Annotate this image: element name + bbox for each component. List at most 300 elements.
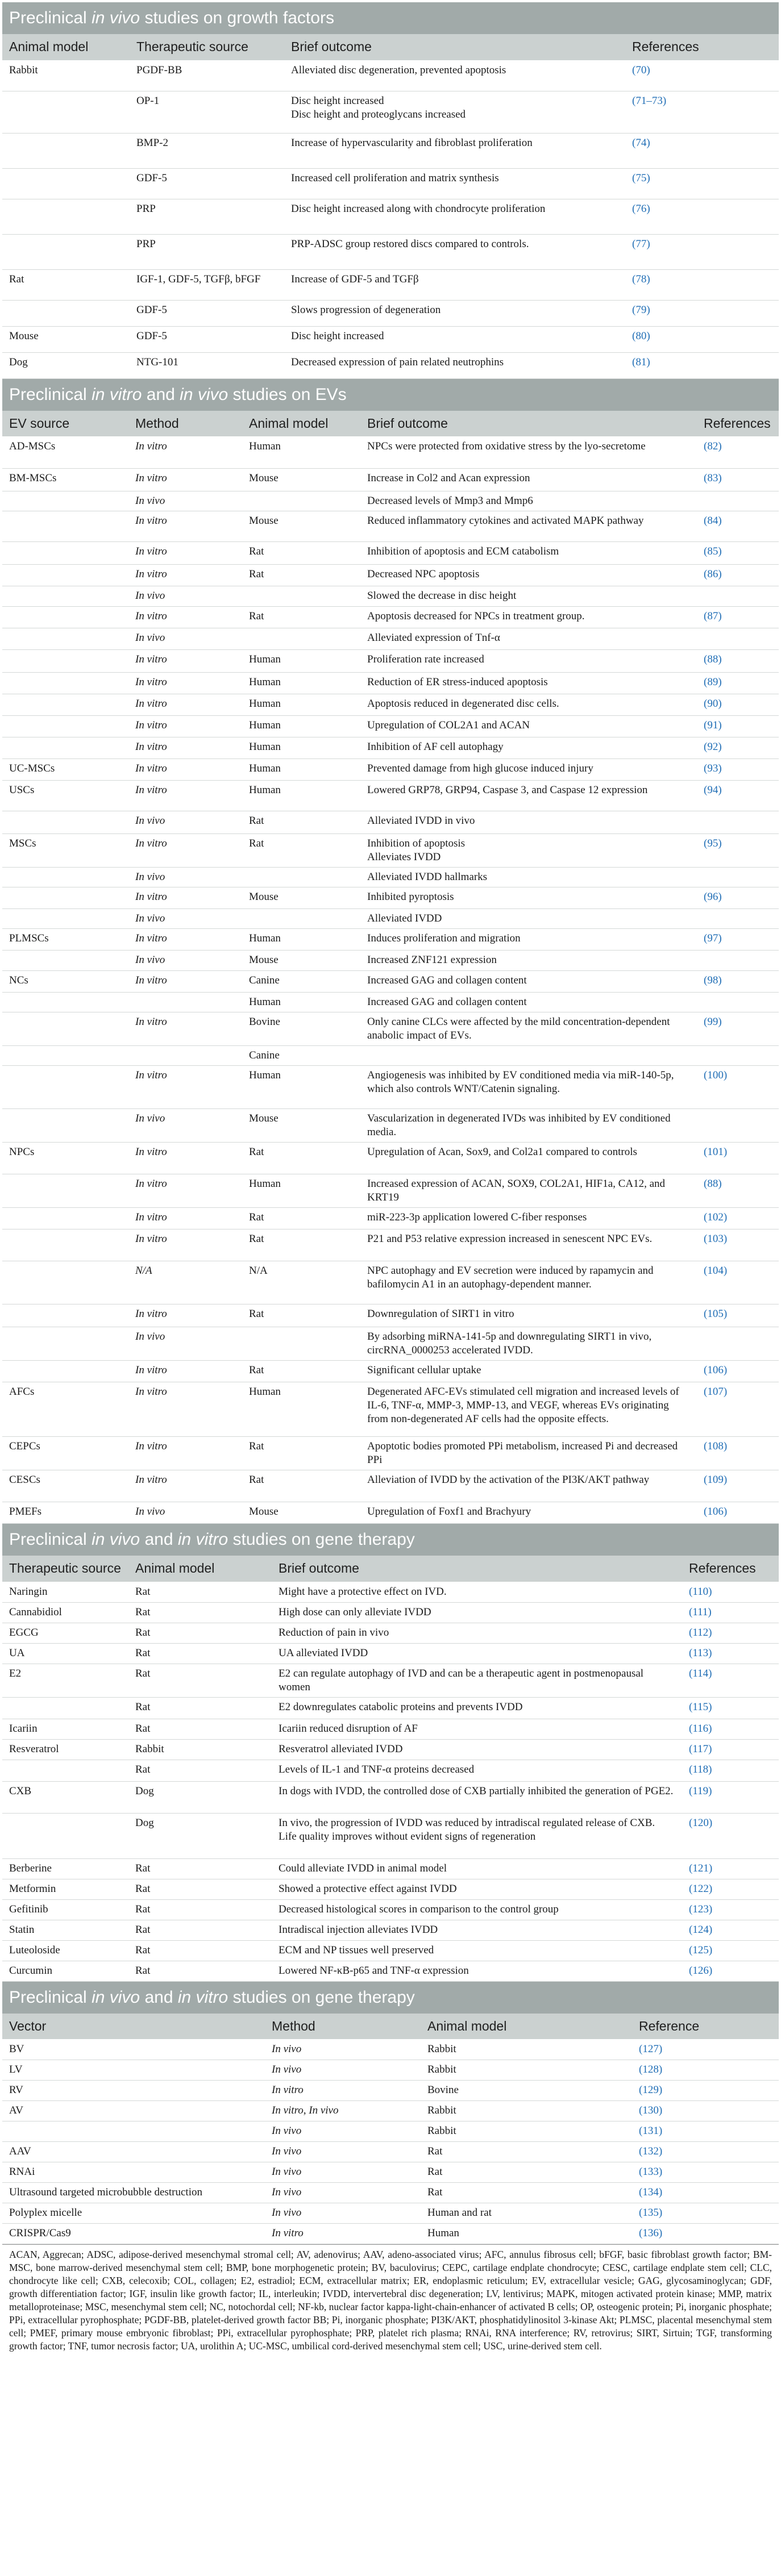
outcome-cell-text: By adsorbing miRNA-141-5p and downregulating SIRT1 in vivo, circRNA_0000253 accelerated IVDD. (367, 1331, 652, 1356)
animal-model-cell (242, 1046, 360, 1066)
outcome-cell (360, 1470, 697, 1502)
reference-cell-text: (71–73) (632, 94, 667, 107)
outcome-cell-text: Induces proliferation and migration (367, 932, 521, 944)
outcome-cell-text: Angiogenesis was inhibited by EV conditioned media via miR-140-5p, which also controls WNT/Catenin signaling. (367, 1069, 674, 1095)
method-cell (128, 542, 242, 565)
reference-cell-text: (100) (704, 1069, 728, 1081)
animal-model-cell (242, 586, 360, 607)
outcome-cell (272, 1664, 682, 1697)
outcome-cell (360, 1382, 697, 1437)
outcome-cell-text: Slowed the decrease in disc height (367, 590, 517, 602)
outcome-cell-text: Slows progression of degeneration (291, 303, 441, 316)
therapeutic-source-cell (2, 1739, 128, 1760)
table-row (2, 1899, 779, 1920)
outcome-cell (360, 929, 697, 951)
outcome-cell-text: Resveratrol alleviated IVDD (279, 1743, 403, 1755)
outcome-cell-text: Degenerated AFC-EVs stimulated cell migration and increased levels of IL-6, TNF-α, MMP-3, MMP-13, and VEGF, whereas EVs originating from non-degenerated AF cells had the opposite effects. (367, 1386, 679, 1425)
outcome-cell (272, 1781, 682, 1813)
outcome-cell (360, 951, 697, 971)
animal-model-cell (2, 300, 130, 326)
reference-cell (697, 737, 779, 759)
outcome-cell-text: Decreased expression of pain related neutrophins (291, 356, 504, 368)
reference-cell-text: (77) (632, 237, 650, 250)
method-cell (128, 868, 242, 887)
reference-cell (697, 971, 779, 993)
table-row (2, 1208, 779, 1229)
reference-cell-text: (134) (639, 2186, 663, 2198)
outcome-cell-text: Apoptosis decreased for NPCs in treatment group. (367, 610, 585, 622)
table-row (2, 1143, 779, 1174)
method-cell (128, 1174, 242, 1208)
therapeutic-source-cell-text: Naringin (9, 1585, 48, 1598)
outcome-cell-text: Upregulation of Foxf1 and Brachyury (367, 1506, 531, 1518)
therapeutic-source-cell (2, 1582, 128, 1602)
reference-cell (682, 1664, 779, 1697)
reference-cell (632, 2060, 779, 2081)
method-cell (128, 607, 242, 628)
animal-model-cell-text: Human (249, 1178, 281, 1190)
animal-model-cell-text: N/A (249, 1265, 268, 1277)
outcome-cell-text: Increased expression of ACAN, SOX9, COL2A1, HIF1a, CA12, and KRT19 (367, 1178, 666, 1203)
reference-cell (697, 628, 779, 650)
method-cell (128, 737, 242, 759)
therapeutic-source-cell (2, 1781, 128, 1813)
ev-source-cell (2, 628, 128, 650)
reference-cell-text: (86) (704, 568, 722, 580)
animal-model-cell-text: Human (249, 996, 281, 1008)
outcome-cell (360, 1012, 697, 1046)
ev-source-cell-text: PLMSCs (9, 932, 49, 944)
outcome-cell-text: Alleviated disc degeneration, prevented apoptosis (291, 64, 506, 76)
method-cell (265, 2040, 421, 2060)
table-row (2, 951, 779, 971)
animal-model-cell (242, 1361, 360, 1382)
therapeutic-source-cell (2, 1858, 128, 1879)
reference-cell (625, 234, 779, 269)
col-header: Animal model (421, 2014, 632, 2040)
table-row (2, 1664, 779, 1697)
table-row (2, 2183, 779, 2203)
reference-cell-text: (122) (689, 1882, 713, 1895)
animal-model-cell-text: Rat (9, 273, 24, 285)
reference-cell (682, 1781, 779, 1813)
outcome-cell-text: Disc height and proteoglycans increased (291, 108, 466, 120)
table-row (2, 868, 779, 887)
reference-cell (682, 1899, 779, 1920)
abbreviations-footnote: ACAN, Aggrecan; ADSC, adipose-derived mesenchymal stromal cell; AV, adenovirus; AAV, adeno-associated virus; AFC, annulus fibrosus cell; bFGF, basic fibroblast growth factor; BM-MSC, bone marrow-derived mesenchymal stem cell; BMP, bone morphogenetic protein; BV, baculovirus; CEPC, cartilage endplate chondrocyte; CESC, cartilage endplate stem cell; CLC, chondrocyte like cell; CXB, celecoxib; COL, collagen; E2, estradiol; ECM, extracellular matrix; ER, endoplasmic reticulum; EV, extracellular vesicle; GAG, glycosaminoglycan; GDF, growth differentiation factor; IGF, insulin like growth factor; IL, interleukin; IVDD, intervertebral disc degeneration; LV, lentivirus; MAPK, mitogen activated protein kinase; MMP, matrix metalloproteinase; MSC, mesenchymal stem cell; NC, notochordal cell; NF-kb, nuclear factor kappa-light-chain-enhancer of activated B cells; OP, osteogenic protein; Pi, inorganic phosphate; PPi, extracellular pyrophosphate; PGDF-BB, platelet-derived growth factor BB; Pi, inorganic phosphate; PI3K/AKT, phosphatidylinositol 3-kinase Akt; PLMSC, placental mesenchymal stem cell; PMEF, primary mouse embryonic fibroblast; PPi, extracellular pyrophosphate; PRP, platelet rich plasma; RNAi, RNA interference; RV, retrovirus; SIRT, Sirtuin; TGF, transforming growth factor; TNF, tumor necrosis factor; UA, urolithin A; UC-MSC, umbilical cord-derived mesenchymal stem cell; USC, urine-derived stem cell. (2, 2244, 779, 2356)
reference-cell-text: (111) (689, 1606, 712, 1618)
reference-cell-text: (102) (704, 1211, 728, 1223)
animal-model-cell-text: Rat (249, 1146, 264, 1158)
table-row (2, 1582, 779, 1602)
col-header: Therapeutic source (130, 34, 284, 60)
vector-cell (2, 2081, 265, 2101)
therapeutic-source-cell (130, 352, 284, 378)
reference-cell (625, 326, 779, 352)
outcome-cell-text: In dogs with IVDD, the controlled dose of CXB partially inhibited the generation of PGE2. (279, 1785, 674, 1797)
therapeutic-source-cell (2, 1813, 128, 1858)
animal-model-cell (242, 1143, 360, 1174)
outcome-cell (272, 1899, 682, 1920)
table-row (2, 511, 779, 542)
outcome-cell (272, 1719, 682, 1739)
reference-cell (625, 168, 779, 199)
animal-model-cell (242, 971, 360, 993)
animal-model-cell (242, 887, 360, 909)
outcome-cell (360, 1327, 697, 1361)
reference-cell (682, 1623, 779, 1643)
reference-cell (632, 2081, 779, 2101)
outcome-cell (360, 1208, 697, 1229)
reference-cell (697, 1437, 779, 1470)
method-cell (128, 1012, 242, 1046)
outcome-cell-text: Showed a protective effect against IVDD (279, 1882, 457, 1895)
animal-model-cell-text: Rat (249, 610, 264, 622)
outcome-cell (360, 759, 697, 781)
reference-cell-text: (120) (689, 1816, 713, 1829)
reference-cell-text: (124) (689, 1923, 713, 1936)
animal-model-cell (242, 1502, 360, 1524)
outcome-cell-text: Intradiscal injection alleviates IVDD (279, 1923, 438, 1936)
reference-cell-text: (112) (689, 1626, 712, 1639)
reference-cell (697, 469, 779, 491)
outcome-cell-text: Disc height increased (291, 330, 384, 342)
method-cell (128, 491, 242, 511)
outcome-cell-text: Increase in Col2 and Acan expression (367, 472, 530, 484)
method-cell (265, 2121, 421, 2142)
reference-cell-text: (92) (704, 741, 722, 753)
table-row (2, 1109, 779, 1143)
animal-model-cell (242, 1470, 360, 1502)
outcome-cell-text: Increase of GDF-5 and TGFβ (291, 273, 419, 285)
animal-model-cell-text: Human (249, 653, 281, 665)
animal-model-cell (242, 1382, 360, 1437)
animal-model-cell-text: Human (249, 784, 281, 796)
outcome-cell (360, 716, 697, 737)
section-title-gene-therapy-vectors: Preclinical in vivo and in vitro studies on gene therapy (2, 1982, 779, 2014)
animal-model-cell (2, 168, 130, 199)
outcome-cell (272, 1940, 682, 1961)
animal-model-cell-text: Mouse (249, 1506, 279, 1518)
table-row (2, 1470, 779, 1502)
table-row (2, 60, 779, 91)
outcome-cell (360, 1261, 697, 1304)
outcome-cell (360, 694, 697, 716)
table-row (2, 2203, 779, 2224)
ev-source-cell (2, 1143, 128, 1174)
section-title-growth-factors: Preclinical in vivo studies on growth factors (2, 2, 779, 34)
method-cell-text: In vivo (135, 815, 165, 827)
animal-model-cell (242, 673, 360, 694)
outcome-cell-text: Might have a protective effect on IVD. (279, 1585, 447, 1598)
animal-model-cell (421, 2224, 632, 2244)
table-row (2, 737, 779, 759)
therapeutic-source-cell-text: OP-1 (136, 94, 160, 107)
outcome-cell-text: Increased ZNF121 expression (367, 954, 497, 966)
vector-cell-text: RV (9, 2084, 23, 2096)
method-cell-text: In vivo (272, 2186, 302, 2198)
reference-cell (697, 1174, 779, 1208)
outcome-cell (360, 1174, 697, 1208)
animal-model-cell (128, 1643, 272, 1664)
animal-model-cell-text: Rat (249, 1308, 264, 1320)
therapeutic-source-cell (2, 1961, 128, 1981)
method-cell (128, 759, 242, 781)
ev-table (2, 411, 779, 1524)
table-row (2, 909, 779, 929)
reference-cell-text: (127) (639, 2043, 663, 2055)
reference-cell (697, 1229, 779, 1261)
vector-cell (2, 2183, 265, 2203)
outcome-cell (272, 1697, 682, 1719)
reference-cell-text: (106) (704, 1364, 728, 1376)
animal-model-cell (128, 1760, 272, 1781)
animal-model-cell (242, 542, 360, 565)
col-header: Brief outcome (284, 34, 625, 60)
reference-cell (697, 993, 779, 1012)
outcome-cell (360, 1143, 697, 1174)
therapeutic-source-cell-text: IGF-1, GDF-5, TGFβ, bFGF (136, 273, 261, 285)
animal-model-cell (242, 469, 360, 491)
ev-source-cell (2, 1327, 128, 1361)
animal-model-cell-text: Rat (135, 1882, 151, 1895)
col-header: Animal model (2, 34, 130, 60)
animal-model-cell (242, 781, 360, 811)
method-cell-text: In vitro (272, 2227, 304, 2239)
ev-source-cell-text: NCs (9, 974, 28, 986)
table-row (2, 759, 779, 781)
ev-source-cell (2, 759, 128, 781)
reference-cell-text: (123) (689, 1903, 713, 1915)
therapeutic-source-cell-text: PRP (136, 202, 156, 215)
table-row (2, 1920, 779, 1940)
table-row (2, 628, 779, 650)
table-row (2, 1602, 779, 1623)
table-row (2, 300, 779, 326)
method-cell-text: In vitro (135, 784, 167, 796)
reference-cell (682, 1920, 779, 1940)
ev-source-cell (2, 971, 128, 993)
therapeutic-source-cell-text: Statin (9, 1923, 35, 1936)
reference-cell-text: (84) (704, 515, 722, 527)
method-cell-text: In vivo (272, 2043, 302, 2055)
vector-cell (2, 2060, 265, 2081)
outcome-cell (360, 542, 697, 565)
reference-cell (697, 781, 779, 811)
animal-model-cell-text: Rat (135, 1722, 151, 1735)
table-row (2, 2142, 779, 2162)
therapeutic-source-cell-text: UA (9, 1647, 25, 1659)
reference-cell (682, 1697, 779, 1719)
outcome-cell-text: Reduction of ER stress-induced apoptosis (367, 676, 548, 688)
animal-model-cell (242, 1261, 360, 1304)
outcome-cell (360, 971, 697, 993)
animal-model-cell (421, 2060, 632, 2081)
therapeutic-source-cell-text: Gefitinib (9, 1903, 48, 1915)
animal-model-cell-text: Mouse (249, 1112, 279, 1124)
method-cell-text: In vitro (135, 1386, 167, 1398)
col-header: EV source (2, 411, 128, 437)
animal-model-cell (242, 1327, 360, 1361)
animal-model-cell (242, 511, 360, 542)
animal-model-cell (128, 1739, 272, 1760)
animal-model-cell-text: Dog (135, 1785, 154, 1797)
table-row (2, 586, 779, 607)
animal-model-cell (421, 2040, 632, 2060)
reference-cell-text: (78) (632, 273, 650, 285)
animal-model-cell (421, 2142, 632, 2162)
table-row (2, 1304, 779, 1327)
reference-cell-text: (110) (689, 1585, 712, 1598)
animal-model-cell-text: Rabbit (9, 64, 38, 76)
animal-model-cell-text: Canine (249, 1049, 280, 1061)
outcome-cell (272, 1961, 682, 1981)
outcome-cell (360, 1046, 697, 1066)
therapeutic-source-cell (130, 199, 284, 234)
method-cell (128, 1502, 242, 1524)
outcome-cell (360, 781, 697, 811)
col-header: Method (128, 411, 242, 437)
outcome-cell (360, 673, 697, 694)
vector-cell-text: RNAi (9, 2166, 35, 2178)
reference-cell-text: (83) (704, 472, 722, 484)
outcome-cell (272, 1813, 682, 1858)
reference-cell-text: (75) (632, 172, 650, 184)
table-row (2, 993, 779, 1012)
table-row (2, 1327, 779, 1361)
outcome-cell-text: Levels of IL-1 and TNF-α proteins decreased (279, 1763, 475, 1775)
method-cell (128, 834, 242, 868)
document-root (2, 2, 779, 2356)
animal-model-cell (242, 607, 360, 628)
reference-cell (697, 542, 779, 565)
vector-cell (2, 2162, 265, 2183)
method-cell (128, 951, 242, 971)
method-cell-text: In vitro (135, 1211, 167, 1223)
method-cell (128, 993, 242, 1012)
ev-source-cell (2, 868, 128, 887)
method-cell (128, 1229, 242, 1261)
table-row (2, 1940, 779, 1961)
reference-cell (632, 2224, 779, 2244)
reference-cell (682, 1940, 779, 1961)
reference-cell-text: (74) (632, 136, 650, 149)
method-cell-text: In vivo (135, 632, 165, 644)
animal-model-cell (242, 737, 360, 759)
ev-source-cell (2, 511, 128, 542)
ev-source-cell (2, 781, 128, 811)
animal-model-cell-text: Human (249, 1069, 281, 1081)
col-header: Therapeutic source (2, 1556, 128, 1582)
animal-model-cell (421, 2203, 632, 2224)
animal-model-cell (242, 1437, 360, 1470)
reference-cell (697, 868, 779, 887)
reference-cell-text: (121) (689, 1862, 713, 1874)
method-cell (128, 1208, 242, 1229)
outcome-cell-text: Reduced inflammatory cytokines and activated MAPK pathway (367, 515, 644, 527)
outcome-cell-text: Significant cellular uptake (367, 1364, 481, 1376)
method-cell-text: In vitro (135, 1364, 167, 1376)
outcome-cell-text: Increased GAG and collagen content (367, 996, 527, 1008)
animal-model-cell (242, 993, 360, 1012)
outcome-cell-text: Alleviates IVDD (367, 851, 441, 863)
ev-source-cell (2, 887, 128, 909)
therapeutic-source-cell-text: GDF-5 (136, 172, 167, 184)
outcome-cell (360, 437, 697, 469)
reference-cell-text: (81) (632, 356, 650, 368)
therapeutic-source-cell (130, 234, 284, 269)
method-cell-text: In vivo (135, 1506, 165, 1518)
outcome-cell (360, 1229, 697, 1261)
outcome-cell-text: Inhibition of apoptosis (367, 837, 466, 849)
outcome-cell-text: Life quality improves without evident signs of regeneration (279, 1830, 536, 1843)
table-row (2, 971, 779, 993)
outcome-cell-text: PRP-ADSC group restored discs compared to controls. (291, 237, 529, 250)
table-row (2, 491, 779, 511)
animal-model-cell (421, 2162, 632, 2183)
ev-source-cell (2, 607, 128, 628)
therapeutic-source-cell-text: PGDF-BB (136, 64, 182, 76)
animal-model-cell (128, 1582, 272, 1602)
outcome-cell-text: Decreased histological scores in comparison to the control group (279, 1903, 559, 1915)
therapeutic-source-cell (2, 1879, 128, 1899)
therapeutic-source-cell-text: Resveratrol (9, 1743, 59, 1755)
ev-source-cell (2, 1437, 128, 1470)
method-cell (265, 2081, 421, 2101)
outcome-cell-text: Disc height increased (291, 94, 384, 107)
animal-model-cell-text: Human (249, 676, 281, 688)
reference-cell (697, 1143, 779, 1174)
table-row (2, 469, 779, 491)
outcome-cell-text: Decreased NPC apoptosis (367, 568, 480, 580)
method-cell (128, 628, 242, 650)
table-row (2, 1361, 779, 1382)
method-cell (128, 650, 242, 673)
table-row (2, 1012, 779, 1046)
animal-model-cell-text: Mouse (9, 330, 39, 342)
table-row (2, 326, 779, 352)
reference-cell-text: (130) (639, 2104, 663, 2116)
table-row (2, 199, 779, 234)
animal-model-cell-text: Human (249, 719, 281, 731)
outcome-cell (284, 91, 625, 133)
reference-cell-text: (115) (689, 1700, 712, 1713)
method-cell-text: In vivo (135, 495, 165, 507)
table-row (2, 1813, 779, 1858)
method-cell (265, 2203, 421, 2224)
outcome-cell (272, 1760, 682, 1781)
animal-model-cell (128, 1602, 272, 1623)
reference-cell-text: (108) (704, 1440, 728, 1452)
animal-model-cell-text: Rabbit (427, 2064, 456, 2075)
method-cell-text: In vitro (135, 1016, 167, 1028)
ev-source-cell (2, 834, 128, 868)
outcome-cell (360, 1066, 697, 1109)
reference-cell-text: (82) (704, 440, 722, 452)
method-cell (128, 1109, 242, 1143)
table-row (2, 1858, 779, 1879)
vector-cell-text: AAV (9, 2145, 31, 2157)
reference-cell (697, 1327, 779, 1361)
reference-cell (625, 352, 779, 378)
outcome-cell-text: High dose can only alleviate IVDD (279, 1606, 431, 1618)
therapeutic-source-cell-text: Icariin (9, 1722, 38, 1735)
method-cell-text: In vitro (135, 719, 167, 731)
vector-cell (2, 2142, 265, 2162)
method-cell-text: In vivo (272, 2145, 302, 2157)
method-cell (128, 1261, 242, 1304)
outcome-cell (360, 834, 697, 868)
